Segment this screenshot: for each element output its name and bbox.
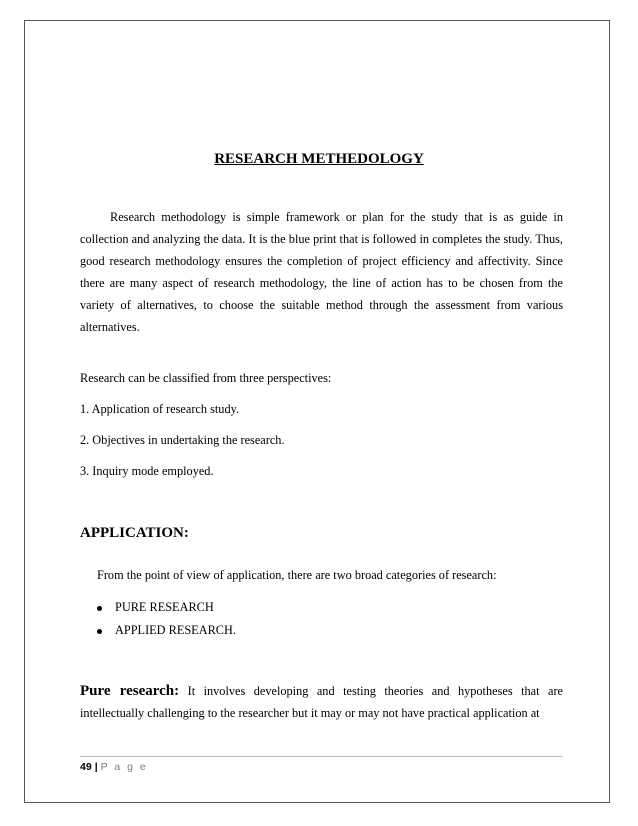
application-heading: APPLICATION:: [80, 525, 189, 541]
bullet-label: APPLIED RESEARCH.: [115, 623, 236, 637]
application-text: From the point of view of application, there are two broad categories of research:: [97, 568, 497, 582]
pure-research-text: It involves developing and testing theories and hypotheses that are intellectually challenging to the researcher but it may or may not have practical application at: [80, 684, 563, 720]
pure-research-paragraph: [80, 680, 563, 724]
perspective-item-3: 3. Inquiry mode employed.: [80, 464, 214, 478]
perspective-item-2: 2. Objectives in undertaking the research.: [80, 433, 285, 447]
page-title: RESEARCH METHEDOLOGY: [214, 151, 424, 167]
footer-divider: [80, 756, 563, 757]
intro-paragraph: [80, 206, 563, 338]
bullet-label: PURE RESEARCH: [115, 600, 214, 614]
page-label: P a g e: [100, 761, 148, 773]
bullet-item-applied-research: [97, 622, 236, 638]
page-number: 49: [80, 761, 92, 773]
pure-research-lead: Pure research:: [80, 683, 180, 699]
page-footer: [80, 761, 148, 773]
classification-intro: Research can be classified from three perspectives:: [80, 371, 332, 385]
bullet-item-pure-research: [97, 599, 214, 615]
perspective-item-1: 1. Application of research study.: [80, 402, 240, 416]
bullet-dot-icon: [97, 629, 102, 634]
bullet-dot-icon: [97, 606, 102, 611]
footer-separator: |: [94, 761, 98, 773]
intro-paragraph-text: Research methodology is simple framework or plan for the study that is as guide in collection and analyzing the data. It is the blue print that is followed in completes the study. Thus, good research methodology ensures the completion of project efficiency and affectivity. Since there are many aspect of research methodology, the line of action has to be chosen from the variety of alternatives, to choose the suitable method through the assessment from various alternatives.: [80, 210, 563, 334]
